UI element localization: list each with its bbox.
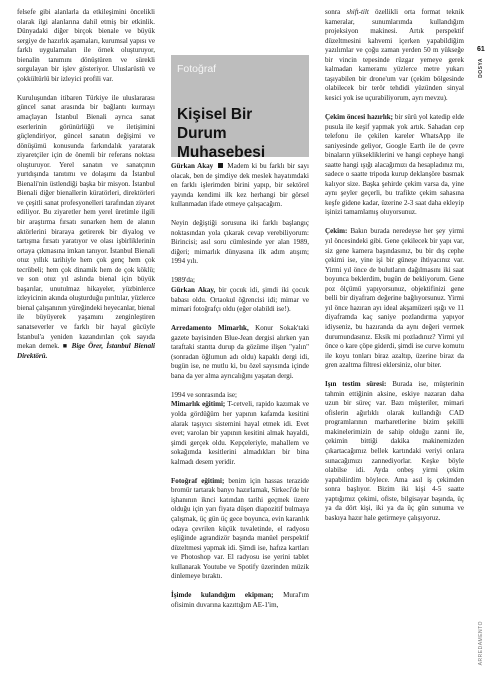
lead-in: Arredamento Mimarlık, bbox=[171, 324, 249, 333]
section-label: DOSYA bbox=[478, 58, 484, 78]
author-name: Gürkan Akay bbox=[171, 162, 214, 170]
magazine-brand: ARREDAMENTO bbox=[478, 621, 484, 666]
paragraph bbox=[171, 162, 309, 210]
paragraph-text: benim için hassas terazide bromür tartarak banyo hazırlamak, Sirkeci'de bir işhanının iknci katından tarihi geçmek üzere olduğu için yarı fiyata düşen diapozitif bulmaya çalışmak, üç gün üç gece boyunca, evin karanlık odaya çevrilen küçük tuvaletinde, el radyosu eşliğinde agrandizör başında manüel perspektif düzeltmesi yapmak idi. Şimdi ise, hafıza kartları ve Photoshop var. El radyosu ise yerini tablet kullanarak Youtube ve Spotify üzerinden müzik dinlemeye bıraktı. bbox=[171, 476, 309, 581]
article-header bbox=[171, 55, 309, 161]
column-1 bbox=[17, 8, 155, 371]
paragraph bbox=[17, 94, 155, 361]
paragraph: Neyin değiştiği sorusuna iki farklı başlangıç noktasından yola çıkarak cevap verebiliyorum: Birincisi; asıl soru cümlesinde yer alan 1989, diğeri; mimarlık dünyasına ilk adım atışım; 1994 yılı. bbox=[171, 219, 309, 266]
lead-in: Çekim: bbox=[325, 227, 348, 236]
edge-marker bbox=[477, 46, 485, 696]
article-title: Kişisel Bir Durum Muhasebesi bbox=[177, 106, 266, 161]
paragraph bbox=[171, 324, 309, 381]
signature: Bige Örer, İstanbul Bienali Direktörü. bbox=[17, 342, 156, 360]
paragraph bbox=[171, 276, 309, 314]
lead-in: Fotoğraf eğitimi; bbox=[171, 476, 225, 485]
lead-in: Mimarlık eğitimi; bbox=[171, 400, 226, 409]
paragraph bbox=[171, 591, 309, 610]
lead-in: Gürkan Akay, bbox=[171, 286, 216, 295]
italic-term: shift-tilt bbox=[346, 8, 369, 16]
page-number: 61 bbox=[477, 46, 485, 53]
lead-in: Çekim öncesi hazırlık; bbox=[325, 112, 394, 121]
paragraph-text: 1989'da; bbox=[171, 276, 195, 285]
paragraph-text: Madem ki bu farklı bir sayı olacak, ben de şimdiye dek meslek hayatımdaki en farklı işlerimden birini yapıp, bir sektörel yayında kendimi ilk kez herhangi bir görsel kullanmadan ifade etmeye çalışacağım. bbox=[171, 162, 309, 209]
bullet-square-icon bbox=[218, 163, 223, 168]
paragraph bbox=[171, 391, 309, 467]
paragraph-text: Mural'ım ofisimin duvarına kazıttığım AE-1'im, bbox=[171, 591, 310, 609]
paragraph-text: 1994 ve sonrasında ise; bbox=[171, 390, 237, 399]
section-kicker: Fotoğraf bbox=[177, 63, 217, 75]
paragraph-text: T-cetveli, rapido kazımak ve yolda gördüğüm her yapının kafamda kesitini alarak taşıyıcı sistemini hayal etmek idi. Evet evet; varolan bir yapının kesitini almak hayaldi, şimdi gerçek oldu. Kepçeleriyle, mahallem ve sokağımda kesitlerini almadıkları bir bina kalmadı desem yeridir. bbox=[171, 400, 309, 466]
paragraph bbox=[325, 380, 464, 523]
paragraph-text: Burada ise, müşterinin tahmin ettiğinin aksine, eskiye nazaran daha uzun bir süreç var. Bazı müşteriler, mimari ofislerin ağırlıklı olarak kullandığı CAD programlarının marharetlerine bizim şekilli makinelerimizin de sahip olduğu zanni ile, çekimin bittiği dakika makinemizden çıkartacağımız bellek kartındaki veriyi onlara sunacağımızı zannediyorlar. Keşke böyle olabilse idi. Ayda onbeş yirmi çekim yapabilirdim böylece. Ama asıl iş çekimden sonra başlıyor. Bizim iki kişi 4-5 saatte yaptığımız çekimi, ofiste, bilgisayar başında, üç ya da dört kişi, iki ya da üç gün sunuma ve baskıya hazır hale getirmeye çalışıyoruz. bbox=[325, 380, 465, 522]
paragraph-text: özellikli orta format teknik kameralar, sunumlarımda kullandığım projeksiyon makinesi. Artık perspektif düzeltmesini kahvemi içerken yapabildiğim yazılımlar ve çoğu zaman yerden 50 m yükseğe bir vincin tepesinde rüzgar yemeye gerek kalmadan kameramı yüzlerce metre yukarı taşıyabilen bir drone'um var (çekim bölgesinde olabilecek bir terör tehdidi yüzünden sinyal kesici yok ise uçurabiliyorum, ayrı mevzu). bbox=[325, 8, 465, 102]
lead-in: Işın testim süresi: bbox=[325, 380, 387, 389]
paragraph-text: Konur Sokak'taki gazete bayisinden Blue-Jean dergisi alırken yan taraftaki stantta durup da gözüme ilişen "yalın" (sonradan öğlumun adı oldu) kapaklı dergi idi, bugün ise, ne mutlu ki, bu özel sayısında içinde bana da yer alma ayrıcalığını yaşatan dergi. bbox=[171, 324, 309, 380]
paragraph bbox=[325, 113, 464, 218]
paragraph-text: Kuruluşundan itibaren Türkiye ile uluslararası güncel sanat arasında bir bağlantı kurmayı amaçlayan İstanbul Bienali ayrıca sanat eserlerinin görünürlüğü ve iletişimini güçlendiriyor, güncel sanatın değişimi ve dönüşümü konusunda farkındalık yaratarak ziyaretçiler için de önemli bir referans noktası oluşturuyor. Yerel sanatın ve sanatçının yurtdışında tanıtımı ve dolaşımı da İstanbul Bienali'nin üstlendiği başka bir misyon. İstanbul Bienali diğer bienallerin küratörleri, direktörleri ve çeşitli sanat profesyonelleri tarafından ziyaret ediliyor. Bu ziyaretler hem yerel üretimle ilgili bir araştırma fırsatı sunarken hem de alanın aktörlerini biraraya getirerek bir diyalog ve tartışma fırsatı yaratıyor ve olası işbirliklerinin ortaya çıkmasına imkan tanıyor. İstanbul Bienali otuz yıllık tarihiyle hem çok genç hem çok tecrübeli; hem çok dinamik hem de çok köklü; ve son otuz yıl aslında bienal için büyük başarılar, unutulmaz hikayeler, yüzbinlerce izleyicinin akında oluşturduğu pırıltılar, yüzlerce bienal çalışanının yüreğindeki heyecanlar, bienal ile büyüyerek yaşamını zenginleştiren sanatseverler ve farklı bir hayal gücüyle İstanbul'a yeniden kazandırılan çok sayıda mekan demek. bbox=[17, 93, 155, 351]
paragraph bbox=[325, 8, 464, 103]
paragraph bbox=[171, 477, 309, 582]
paragraph-text: bir çocuk idi, şimdi iki çocuk babası oldu. Ortaokul öğrencisi idi; mimar ve mimari fotoğrafçı oldu (eğer olabildi ise!). bbox=[171, 286, 309, 314]
paragraph-text: sonra bbox=[325, 8, 341, 16]
paragraph-text: bir sürü yol katedip elde pusula ile keşif yapmak yok artık. Sahadan cep telefonu ile çekilen kareler WhatsApp ile saniyesinde geliyor, Google Earth ile de çevre binaların yüksekliklerini ve hangi cepheye hangi saatte hangi ışığı alacağımızı da hesapladınız mı, sadece o saatte tripoda kurup deklanşöre basmak kalıyor size. Başka şehirde çekim varsa da, yine aynı şeyler geçerli, bu trafikte çekim sahasına keşfe gidene kadar, üzerine 2-3 saat daha ekleyip işinizi tamamlamış oluyorsunuz. bbox=[325, 112, 464, 217]
column-3 bbox=[325, 8, 464, 533]
paragraph-text: Bakın burada neredeyse her şey yirmi yıl öncesindeki gibi. Gene çekilecek bir yapı var, siz gene kamera başındasınız, bu bir dış cephe çekimi ise, yine işi bir güneşe ihtiyacınız var. Yirmi yıl önce de bulutların dağılmasını iki saat boyunca beklerdim, bugün de bekliyorum. Gene poz ölçümü yapıyorsunuz, objektifinizi gene belli bir diyafram değerine bağlıyorsunuz. Yirmi yıl önce hazıran ayı ideal akşamüzeri ışığı ve 11 diyaframda kaç saniye pozlandırma yapıyor idiyseniz, bu hazıranda da aynı değeri vermek durumundasınız. Eksik mi pozladınız? Yirmi yıl önce o kare çöpe giderdi, şimdi ise curve komutu ile koyu tonları biraz azaltıp, üzerine biraz da gren azaltma filtresi eklersiniz, olur biter. bbox=[325, 227, 464, 370]
lead-in: İşimde kulandığım ekipman; bbox=[171, 591, 274, 600]
paragraph: felsefe gibi alanlarla da etkileşimini öncelikli olarak ilgi alanlarına dahil etmiş bir etkinlik. Dünyadaki diğer birçok bienale ve büyük sergiye de hazırlık aşamaları, kurumsal yapısı ve farklı uygulamaları ile örnek oluşturuyor, bienalin tanımını dönüştüren ve sürekli sorgulayan bir işlev gösteriyor. Uluslarüstü ve çokkültürlü bir izleyici profili var. bbox=[17, 8, 155, 83]
paragraph bbox=[325, 227, 464, 370]
signature-mark: ■ bbox=[62, 342, 69, 351]
column-2 bbox=[171, 162, 309, 620]
